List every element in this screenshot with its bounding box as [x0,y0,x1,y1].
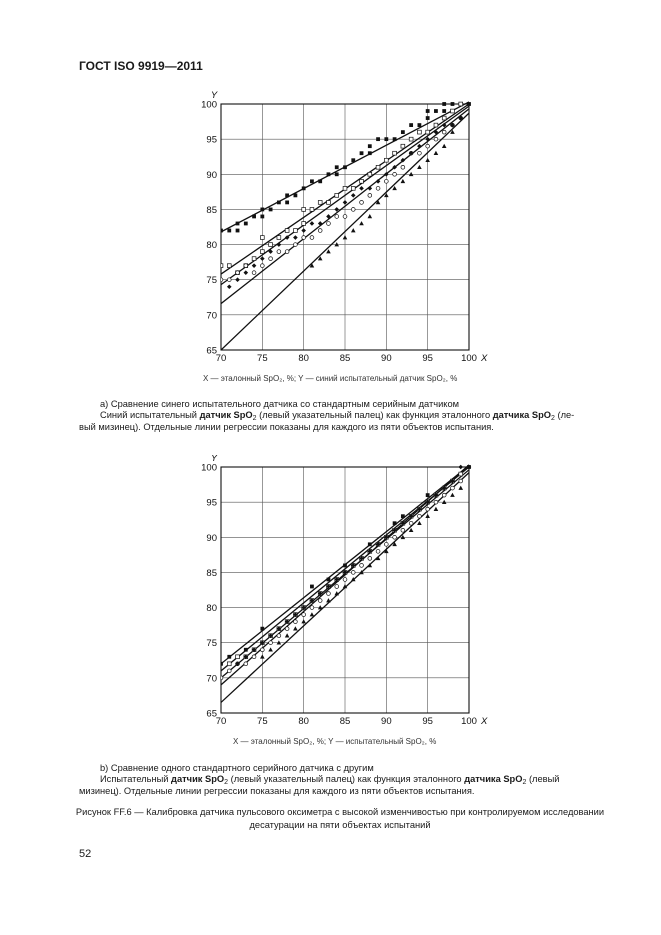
data-point-circle-open [285,250,289,254]
data-point-square-open [260,250,264,254]
data-point-square-filled [426,109,430,113]
data-point-circle-open [310,606,314,610]
data-point-diamond-filled [301,228,306,233]
data-point-circle-open [360,201,364,205]
data-point-square-open [294,229,298,233]
data-point-square-filled [277,201,281,205]
data-point-square-filled [260,208,264,212]
data-point-diamond-filled [417,144,422,149]
text-fragment: (левый [526,774,560,784]
x-tick-label: 95 [422,353,433,364]
data-point-square-filled [368,151,372,155]
text-fragment-bold: датчика SpO [464,774,523,784]
data-point-diamond-filled [293,235,298,240]
data-point-square-filled [244,222,248,226]
data-point-diamond-filled [252,263,257,268]
data-point-circle-open [335,585,339,589]
x-tick-label: 85 [339,716,351,727]
data-point-square-open [335,193,339,197]
data-point-circle-open [401,528,405,532]
data-point-square-open [343,186,347,190]
data-point-diamond-filled [351,193,356,198]
data-point-circle-open [343,215,347,219]
y-axis-label: Y [210,455,218,464]
data-point-diamond-filled [310,221,315,226]
x-tick-label: 70 [215,353,227,364]
data-point-circle-open [418,514,422,518]
data-point-circle-open [277,250,281,254]
data-point-circle-open [351,208,355,212]
data-point-circle-open [277,634,281,638]
data-point-square-open [318,201,322,205]
data-point-square-filled [467,102,471,106]
panel-a-text-line2: вый мизинец). Отдельные линии регрессии показаны для каждого из пяти объектов испытания. [79,422,494,432]
data-point-circle-open [252,655,256,659]
data-point-square-open [236,655,240,659]
data-point-circle-open [418,151,422,155]
y-tick-label: 80 [206,603,217,615]
panel-b-text-line2: мизинец). Отдельные линии регрессии показаны для каждого из пяти объектов испытания. [79,786,475,796]
data-point-square-filled [360,151,364,155]
x-tick-label: 75 [257,353,268,364]
data-point-circle-open [302,613,306,617]
data-point-square-filled [310,179,314,183]
document-header: ГОСТ ISO 9919—2011 [79,59,203,73]
data-point-square-filled [368,144,372,148]
data-point-triangle-filled [368,214,373,218]
data-point-triangle-filled [301,619,306,623]
data-point-circle-open [368,556,372,560]
data-point-circle-open [393,172,397,176]
x-tick-label: 75 [257,716,268,727]
y-tick-label: 75 [206,275,217,287]
data-point-square-filled [302,186,306,190]
data-point-circle-open [227,278,231,282]
x-tick-label: 100 [461,716,477,727]
data-point-diamond-filled [343,200,348,205]
data-point-triangle-filled [442,144,447,148]
data-point-circle-open [260,648,264,652]
axis-caption-b: X — эталонный SpO₂, %; Y — испытательный SpO₂, % [233,737,437,746]
data-point-triangle-filled [401,179,406,183]
data-point-circle-open [302,236,306,240]
y-tick-label: 65 [206,345,217,357]
data-point-diamond-filled [458,465,463,470]
data-point-square-filled [227,655,231,659]
data-point-circle-open [236,271,240,275]
y-tick-label: 95 [206,497,217,509]
data-point-diamond-filled [359,186,364,191]
text-fragment-bold: датчик SpO [171,774,225,784]
data-point-square-filled [285,201,289,205]
data-point-triangle-filled [293,626,298,630]
data-point-square-filled [236,229,240,233]
data-point-square-filled [343,165,347,169]
data-point-square-filled [327,172,331,176]
data-point-square-filled [285,193,289,197]
data-point-square-open [310,208,314,212]
x-tick-label: 80 [298,353,309,364]
data-point-square-open [393,151,397,155]
data-point-circle-open [269,641,273,645]
data-point-square-filled [409,123,413,127]
data-point-square-filled [260,215,264,219]
data-point-diamond-filled [227,284,232,289]
data-point-square-open [442,116,446,120]
y-tick-label: 70 [206,673,217,685]
data-point-circle-open [401,165,405,169]
data-point-triangle-filled [326,249,331,253]
data-point-circle-open [335,215,339,219]
data-point-square-filled [401,514,405,518]
data-point-square-open [368,172,372,176]
data-point-square-open [451,109,455,113]
data-point-square-open [376,165,380,169]
data-point-square-filled [368,542,372,546]
text-fragment: (ле- [554,410,575,420]
data-point-circle-open [393,535,397,539]
data-point-circle-open [227,669,231,673]
data-point-circle-open [310,236,314,240]
data-point-square-open [260,236,264,240]
data-point-triangle-filled [425,158,430,162]
y-tick-label: 85 [206,567,217,579]
data-point-diamond-filled [277,242,282,247]
data-point-square-filled [426,116,430,120]
data-point-square-open [426,130,430,134]
x-tick-label: 90 [381,353,392,364]
data-point-circle-open [376,186,380,190]
data-point-square-open [459,102,463,106]
subscript: 2 [224,779,229,786]
data-point-square-filled [351,158,355,162]
data-point-square-filled [376,137,380,141]
data-point-circle-open [327,222,331,226]
data-point-square-open [277,236,281,240]
data-point-circle-open [327,592,331,596]
data-point-square-open [360,179,364,183]
data-point-triangle-filled [450,493,455,497]
data-point-square-open [302,222,306,226]
data-point-square-filled [310,585,314,589]
data-point-square-open [269,243,273,247]
data-point-circle-open [384,542,388,546]
data-point-square-filled [401,130,405,134]
text-fragment: (левый указательный палец) как функция эталонного [256,410,493,420]
data-point-square-open [285,229,289,233]
data-point-square-filled [252,215,256,219]
y-tick-label: 65 [206,708,217,720]
data-point-circle-open [459,479,463,483]
x-axis-label: X [481,716,488,727]
data-point-triangle-filled [359,221,364,225]
data-point-circle-open [426,144,430,148]
data-point-circle-open [434,137,438,141]
data-point-square-filled [393,137,397,141]
text-fragment-bold: датчика SpO [492,410,551,420]
figure-caption: Рисунок FF.6 — Калибровка датчика пульсового оксиметра с высокой изменчивостью при контролируемом исследовании десатурации на пяти объектах испытаний [75,807,605,830]
y-tick-label: 70 [206,310,217,322]
subscript: 2 [522,779,527,786]
y-tick-label: 95 [206,134,217,146]
data-point-circle-open [442,130,446,134]
x-tick-label: 100 [461,353,477,364]
data-point-square-open [384,158,388,162]
data-point-triangle-filled [458,486,463,490]
text-fragment: Испытательный [100,774,172,784]
y-tick-label: 100 [201,462,217,474]
data-point-circle-open [294,620,298,624]
data-point-triangle-filled [434,151,439,155]
data-point-circle-open [409,521,413,525]
data-point-square-filled [426,493,430,497]
data-point-circle-open [434,500,438,504]
data-point-diamond-filled [244,270,249,275]
data-point-square-open [302,208,306,212]
data-point-square-filled [343,564,347,568]
data-point-square-open [409,137,413,141]
y-tick-label: 80 [206,240,217,252]
data-point-circle-open [351,571,355,575]
data-point-square-filled [335,165,339,169]
data-point-square-filled [227,229,231,233]
data-point-square-filled [294,193,298,197]
data-point-square-open [418,130,422,134]
data-point-square-filled [244,648,248,652]
data-point-square-open [252,257,256,261]
x-tick-label: 70 [215,716,227,727]
data-point-square-open [227,662,231,666]
data-point-circle-open [368,193,372,197]
text-fragment: (левый указательный палец) как функция эталонного [228,774,465,784]
data-point-diamond-filled [368,186,373,191]
x-axis-label: X [481,353,488,364]
data-point-square-filled [236,222,240,226]
data-point-triangle-filled [268,647,273,651]
data-point-square-filled [384,137,388,141]
axis-caption-a: X — эталонный SpO₂, %; Y — синий испытательный датчик SpO₂, % [203,374,458,383]
data-point-circle-open [285,627,289,631]
data-point-square-open [351,186,355,190]
data-point-circle-open [260,264,264,268]
chart-panel-a [0,90,661,390]
panel-b-description [0,762,661,802]
data-point-square-filled [318,179,322,183]
data-point-square-open [459,472,463,476]
data-point-triangle-filled [351,228,356,232]
page-number: 52 [79,848,92,860]
data-point-circle-open [451,486,455,490]
data-point-square-filled [335,172,339,176]
y-tick-label: 100 [201,99,217,111]
data-point-circle-open [294,243,298,247]
y-tick-label: 90 [206,532,217,544]
data-point-circle-open [426,507,430,511]
data-point-square-filled [219,662,223,666]
data-point-triangle-filled [310,612,315,616]
data-point-triangle-filled [417,165,422,169]
text-fragment-bold: датчик SpO [199,410,253,420]
panel-a-subtitle: а) Сравнение синего испытательного датчика со стандартным серийным датчиком [100,399,460,409]
y-axis-label: Y [210,90,218,101]
data-point-circle-open [219,278,223,282]
data-point-diamond-filled [260,256,265,261]
x-tick-label: 85 [339,353,351,364]
chart-panel-b [0,455,661,755]
data-point-square-open [219,264,223,268]
y-tick-label: 90 [206,169,217,181]
data-point-circle-open [442,493,446,497]
data-point-triangle-filled [260,654,265,658]
x-tick-label: 95 [422,716,433,727]
subscript: 2 [252,415,257,422]
data-point-circle-open [318,599,322,603]
data-point-square-filled [451,102,455,106]
data-point-square-filled [393,521,397,525]
data-point-circle-open [376,549,380,553]
data-point-square-filled [260,627,264,631]
data-point-diamond-filled [235,277,240,282]
data-point-square-open [401,144,405,148]
data-point-triangle-filled [425,514,430,518]
data-point-square-filled [219,229,223,233]
data-point-square-filled [434,109,438,113]
data-point-square-filled [442,102,446,106]
data-point-square-filled [418,123,422,127]
data-point-circle-open [384,179,388,183]
panel-b-subtitle: b) Сравнение одного стандартного серийного датчика с другим [100,763,374,773]
data-point-square-filled [442,109,446,113]
panel-a-description [0,398,661,438]
x-tick-label: 90 [381,716,392,727]
data-point-triangle-filled [417,521,422,525]
data-point-circle-open [269,257,273,261]
data-point-circle-open [343,578,347,582]
data-point-square-filled [327,578,331,582]
data-point-circle-open [318,229,322,233]
data-point-triangle-filled [434,507,439,511]
data-point-triangle-filled [285,633,290,637]
x-tick-label: 80 [298,716,309,727]
data-point-square-open [327,201,331,205]
data-point-circle-open [244,264,248,268]
data-point-circle-open [252,271,256,275]
data-point-circle-open [360,564,364,568]
data-point-circle-open [219,676,223,680]
data-point-triangle-filled [326,598,331,602]
text-fragment: Синий испытательный [100,410,200,420]
y-tick-label: 85 [206,204,217,216]
data-point-circle-open [244,662,248,666]
data-point-square-filled [269,208,273,212]
data-point-triangle-filled [343,235,348,239]
data-point-square-open [227,264,231,268]
y-tick-label: 75 [206,638,217,650]
data-point-square-open [434,123,438,127]
subscript: 2 [550,415,555,422]
